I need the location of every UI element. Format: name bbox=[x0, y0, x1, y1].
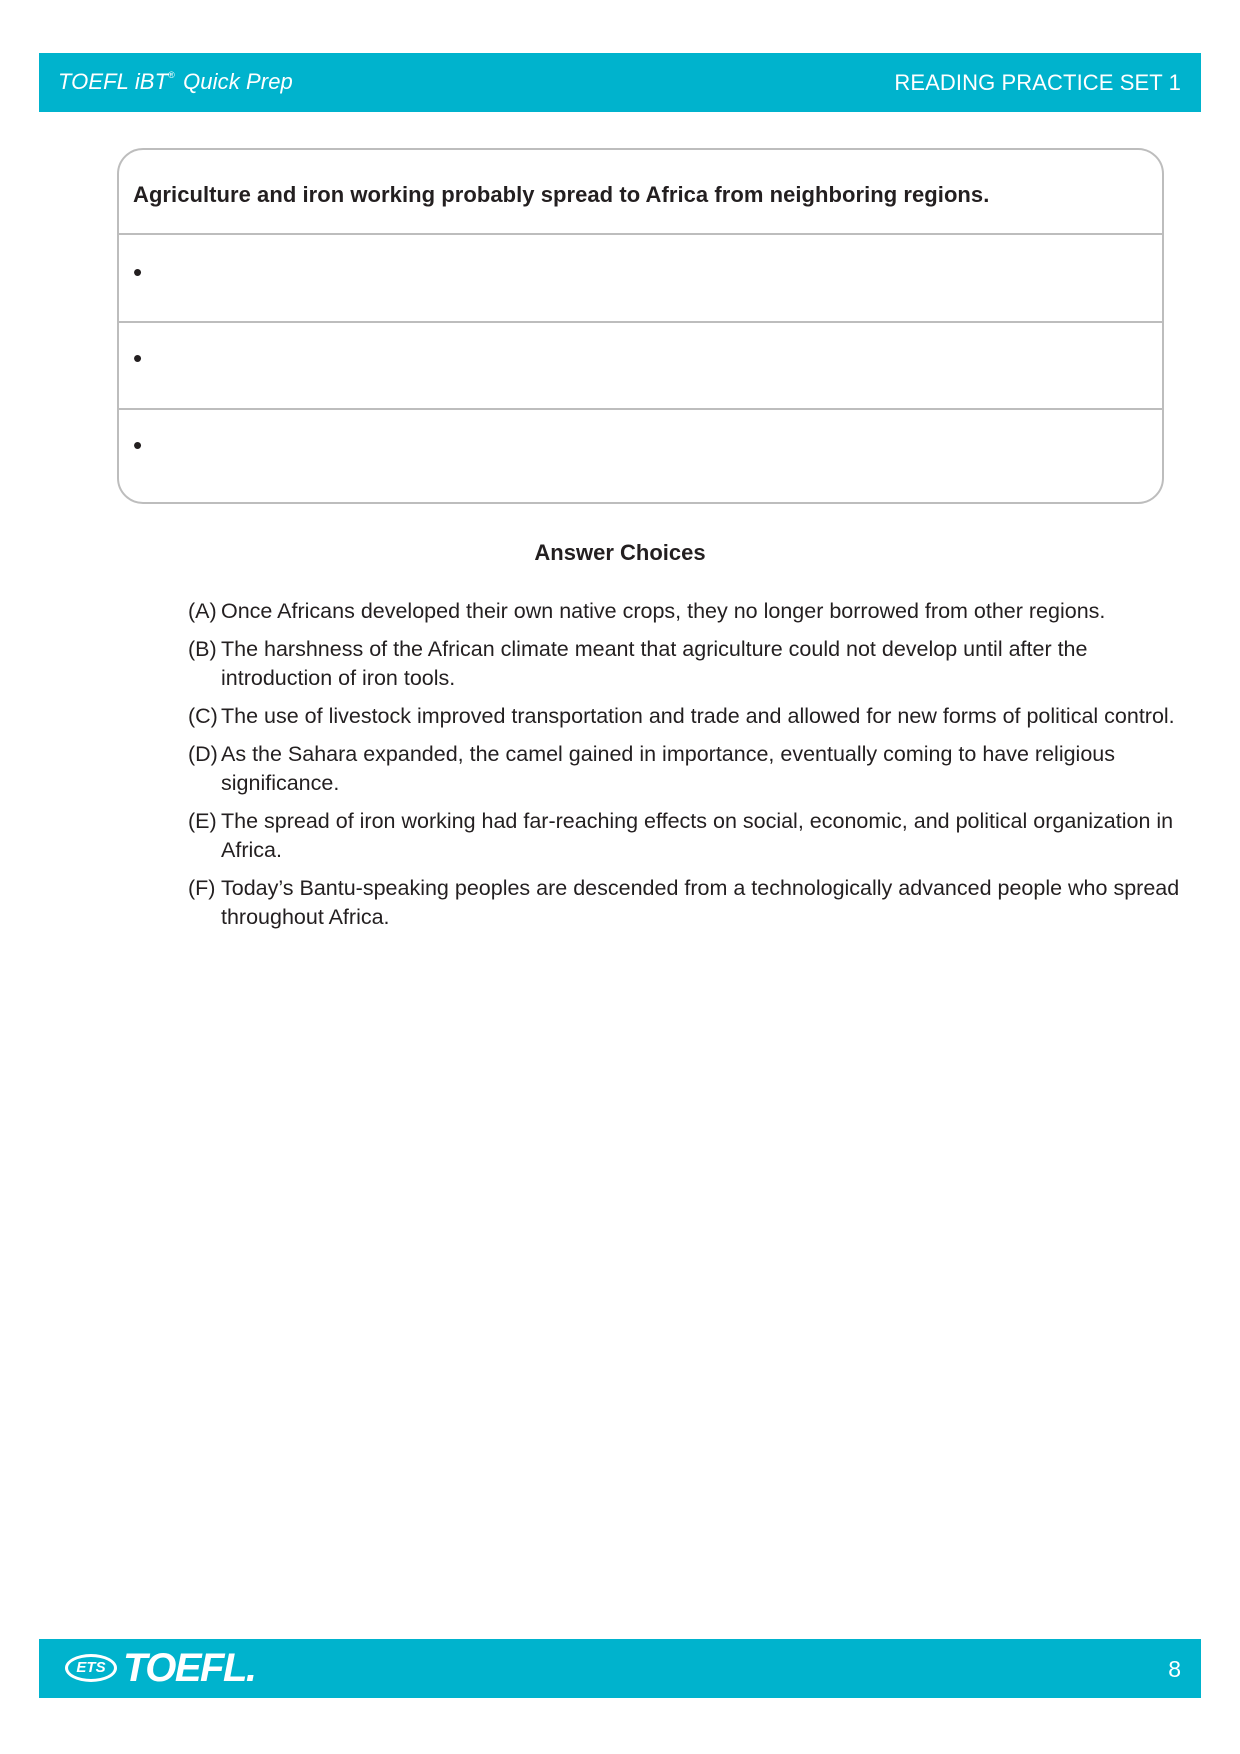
answer-choices-list bbox=[188, 597, 1188, 941]
answer-choice-e[interactable] bbox=[188, 807, 1188, 865]
bullet-point: • bbox=[133, 343, 143, 373]
choice-letter: (F) bbox=[188, 876, 216, 900]
summary-table bbox=[117, 148, 1164, 504]
choice-text: The spread of iron working had far-reaching effects on social, economic, and political organization in Africa. bbox=[221, 809, 1174, 862]
footer-bar bbox=[39, 1639, 1201, 1698]
bullet-point: • bbox=[133, 430, 143, 460]
header-bar bbox=[39, 53, 1201, 112]
choice-text: The harshness of the African climate meant that agriculture could not develop until after the introduction of iron tools. bbox=[221, 637, 1088, 690]
summary-slot-2[interactable] bbox=[119, 321, 1162, 399]
choice-text: The use of livestock improved transportation and trade and allowed for new forms of political control. bbox=[221, 704, 1175, 728]
choice-letter: (E) bbox=[188, 809, 217, 833]
choice-letter: (B) bbox=[188, 637, 217, 661]
choice-letter: (C) bbox=[188, 704, 218, 728]
choice-text: Once Africans developed their own native crops, they no longer borrowed from other regions. bbox=[221, 599, 1106, 623]
answer-choice-a[interactable] bbox=[188, 597, 1188, 626]
choice-letter: (A) bbox=[188, 599, 217, 623]
choice-letter: (D) bbox=[188, 742, 218, 766]
bullet-point: • bbox=[133, 257, 143, 287]
section-title: READING PRACTICE SET 1 bbox=[894, 70, 1181, 95]
product-title bbox=[58, 69, 293, 95]
product-name: TOEFL iBT bbox=[58, 69, 169, 94]
answer-choice-d[interactable] bbox=[188, 740, 1188, 798]
answer-choices-heading: Answer Choices bbox=[534, 540, 706, 565]
toefl-wordmark: TOEFL. bbox=[123, 1646, 256, 1690]
introductory-sentence: Agriculture and iron working probably spread to Africa from neighboring regions. bbox=[133, 182, 990, 207]
page-number: 8 bbox=[1168, 1656, 1181, 1682]
answer-choice-f[interactable] bbox=[188, 874, 1188, 932]
ets-logo-icon: ETS bbox=[65, 1654, 117, 1682]
answer-choice-b[interactable] bbox=[188, 635, 1188, 693]
summary-slot-3[interactable] bbox=[119, 408, 1162, 504]
product-subtitle: Quick Prep bbox=[183, 69, 293, 94]
trademark-symbol: ® bbox=[168, 70, 175, 80]
answer-choice-c[interactable] bbox=[188, 702, 1188, 731]
choice-text: As the Sahara expanded, the camel gained in importance, eventually coming to have religious significance. bbox=[221, 742, 1115, 795]
choice-text: Today’s Bantu-speaking peoples are descended from a technologically advanced people who spread throughout Africa. bbox=[221, 876, 1180, 929]
summary-slot-1[interactable] bbox=[119, 233, 1162, 313]
